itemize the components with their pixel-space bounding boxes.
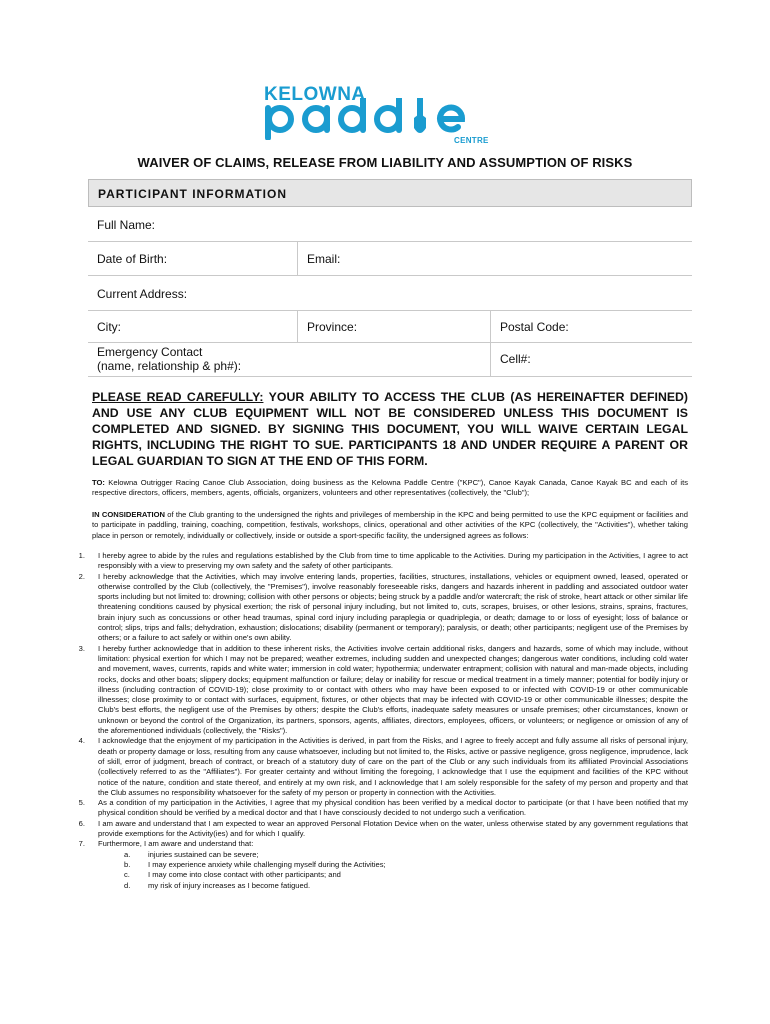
list-item xyxy=(78,551,688,572)
clause-text: I am aware and understand that I am expected to wear an approved Personal Flotation Device when on the water, unless otherwise stated by any government regulations that provide exemptions for the Activity(ies) and for which I qualify. xyxy=(98,818,688,839)
subclause-item xyxy=(92,870,688,880)
list-item xyxy=(78,571,688,644)
list-item xyxy=(78,839,688,849)
participant-information-table xyxy=(88,179,692,373)
to-paragraph xyxy=(92,478,688,499)
read-carefully-notice xyxy=(92,389,688,469)
to-lead: TO: xyxy=(92,478,105,487)
subclause-letter: c. xyxy=(124,870,130,880)
divider xyxy=(490,342,491,376)
cell-label: Cell#: xyxy=(500,352,531,366)
date-of-birth-label: Date of Birth: xyxy=(97,252,168,266)
clause-text: As a condition of my participation in the Activities, I agree that my physical condition has been verified by a medical doctor to participate (or that I have been notified that my physical condition should be verified by a medical doctor and that I have consciously decided to not undergo such a verification. xyxy=(98,798,688,818)
participant-information-header: PARTICIPANT INFORMATION xyxy=(88,179,692,207)
email-label: Email: xyxy=(307,252,341,266)
clause-number: 6. xyxy=(78,818,85,828)
notice-lead: PLEASE READ CAREFULLY: xyxy=(92,390,264,404)
subclause-letter: d. xyxy=(124,880,131,890)
subclause-letter: b. xyxy=(124,859,131,869)
clause-text: I acknowledge that the enjoyment of my participation in the Activities is derived, in part from the Risks, and I agree to freely accept and fully assume all risks of personal injury, death or property damage or loss, resulting from any cause whatsoever, including but not limited to, the Risks, active or passive negligence, gross negligence, imprudence, lack of skill, error of judgment, breach of contract, or breach of a statutory duty of care on the part of the Club or any such individuals from its affiliated Provincial Associations (collectively referred to as the "Affiliates"). For greater certainty and without limiting the foregoing, I acknowledge that I use the equipment and facilities of the KPC without notice of the nature, condition and state thereof, and entirely at my own risk, and I acknowledge that I am solely responsible for the safety of my person and property and that the Club assumes no responsibility whatsoever for the safety of my person or property in connection with the Activities. xyxy=(98,736,688,797)
postal-code-label: Postal Code: xyxy=(500,320,569,334)
emergency-contact-label: Emergency Contact xyxy=(97,345,203,359)
subclause-item xyxy=(92,860,688,870)
notice-body: YOUR ABILITY TO ACCESS THE CLUB (AS HEREINAFTER DEFINED) AND USE ANY CLUB EQUIPMENT WILL NOT BE CONSIDERED UNLESS THIS DOCUMENT IS COMPLETED AND SIGNED. BY SIGNING THIS DOCUMENT, YOU WILL WAIVE CERTAIN LEGAL RIGHTS, INCLUDING THE RIGHT TO SUE. PARTICIPANTS 18 AND UNDER REQUIRE A PARENT OR LEGAL GUARDIAN TO SIGN AT THE END OF THIS FORM. xyxy=(92,390,688,468)
clause-number: 3. xyxy=(78,643,85,653)
clause-text: I hereby agree to abide by the rules and regulations established by the Club from time to time applicable to the Activities. During my participation in the Activities, I agree to act responsibly with a view to preserving my own safety and the safety of other participants. xyxy=(98,551,688,571)
subclause-item xyxy=(92,850,688,860)
full-name-row[interactable] xyxy=(88,207,692,242)
subclause-text: I may experience anxiety while challenging myself during the Activities; xyxy=(148,859,386,869)
clause-number: 4. xyxy=(78,736,85,746)
subclause-text: injuries sustained can be severe; xyxy=(148,849,259,859)
emergency-contact-row[interactable] xyxy=(88,342,692,377)
consideration-body: of the Club granting to the undersigned the rights and privileges of membership in the KPC and being permitted to use the KPC equipment or facilities and to participate in paddling, training, coaching, competition, festivals, workshops, clinics, operational and other activities of the KPC (collectively, the "Activities"), whether taking place in person or remotely, individually or collectively, inside or outside a sport-specific facility, the undersigned agrees as follows: xyxy=(92,510,688,540)
clause-text: Furthermore, I am aware and understand that: xyxy=(98,839,254,849)
list-item xyxy=(78,798,688,819)
paddle-wordmark-icon xyxy=(262,98,498,140)
list-item xyxy=(78,643,688,737)
clause-number: 5. xyxy=(78,798,85,808)
to-body: Kelowna Outrigger Racing Canoe Club Association, doing business as the Kelowna Paddle Centre ("KPC"), Canoe Kayak Canada, Canoe Kayak BC and each of its respective directors, officers, members, agents, officials, organizers, volunteers and other representatives (collectively, the "Club"); xyxy=(92,478,688,498)
subclause-item xyxy=(92,881,688,891)
dob-email-row[interactable] xyxy=(88,241,692,276)
logo-top-text: KELOWNA xyxy=(264,84,366,105)
clause-number: 7. xyxy=(78,839,85,849)
list-item xyxy=(78,818,688,840)
emergency-contact-sublabel: (name, relationship & ph#): xyxy=(97,359,242,373)
province-label: Province: xyxy=(307,320,358,334)
consideration-paragraph xyxy=(92,510,688,541)
subclause-text: I may come into close contact with other participants; and xyxy=(148,870,341,880)
list-item xyxy=(78,736,688,798)
current-address-row[interactable] xyxy=(88,275,692,311)
kelowna-paddle-centre-logo xyxy=(262,84,498,152)
subclause-letter: a. xyxy=(124,849,131,859)
current-address-label: Current Address: xyxy=(97,287,188,301)
logo-sub-text: CENTRE xyxy=(454,136,489,145)
city-label: City: xyxy=(97,320,121,334)
clause-text: I hereby acknowledge that the Activities, which may involve entering lands, properties, facilities, structures, installations, vehicles or equipment owned, leased, operated or otherwise controlled by the Club (collectively, the "Premises"), involve reasonably foreseeable risks, dangers and hazards inherent in paddling and associated outdoor water sports including but not limited to: drowning; collision with other persons or objects; being struck by a paddle and/or watercraft; the risk of stroke, heart attack or other similar life threatening conditions caused by physical exertion; the risk of personal injury including, but not limited to, cuts, scrapes, bruises, or other lesions, strains, sprains, fractures, brain injury such as concussions or other head traumas, spinal cord injury including paraplegia or quadriplegia, or death; damage to or loss of eyesight; loss of balance or control; slips, trips and falls; dehydration, exhaustion; dislocations; disability (permanent or temporary); paralysis, or death; other participants; negligent use of the Premises by others; or a failure to act safely or within one's own ability. xyxy=(98,571,688,643)
divider xyxy=(297,310,298,342)
clause-number: 1. xyxy=(78,551,85,560)
divider xyxy=(297,241,298,275)
city-province-postal-row[interactable] xyxy=(88,310,692,343)
clause-text: I hereby further acknowledge that in addition to these inherent risks, the Activities involve certain additional risks, dangers and hazards, some of which may include, without limitation: physical exertion for which I may not be prepared; weather extremes, including sudden and unexpected changes; dangerous water conditions, including cold water and movement, waves, currents, rapids and white water; immersion in cold water; hypothermia; underwater entrapment; collision with natural and man-made objects, including rocks, docks and other boats; slippery docks; equipment malfunction or failure; delay or inability for rescue or medical treatment in a timely manner; potential for bodily injury or illness (including contraction of COVID-19); close proximity to or contact with others who may have been exposed to or infected with COVID-19 or other communicable illnesses; close proximity to or contact with surfaces, equipment, fixtures, or other objects that may be infected with COVID-19 or other communicable illnesses; despite the Club's best efforts, the negligent use of the Premises by others; despite the Club's efforts, inadequate safety measures or unsafe premises; other circumstances, known or unknown or beyond the control of the Organization, its partners, sponsors, agents, affiliates, directors, employees, officers, or volunteers; or negligence or omission of any of the aforementioned individuals (collectively, the "Risks"). xyxy=(98,643,688,736)
divider xyxy=(490,310,491,342)
clause-number: 2. xyxy=(78,571,85,581)
full-name-label: Full Name: xyxy=(97,218,156,232)
consideration-lead: IN CONSIDERATION xyxy=(92,510,165,519)
document-title: WAIVER OF CLAIMS, RELEASE FROM LIABILITY AND ASSUMPTION OF RISKS xyxy=(137,155,633,170)
clause-list xyxy=(78,551,688,891)
subclause-text: my risk of injury increases as I become fatigued. xyxy=(148,880,311,890)
